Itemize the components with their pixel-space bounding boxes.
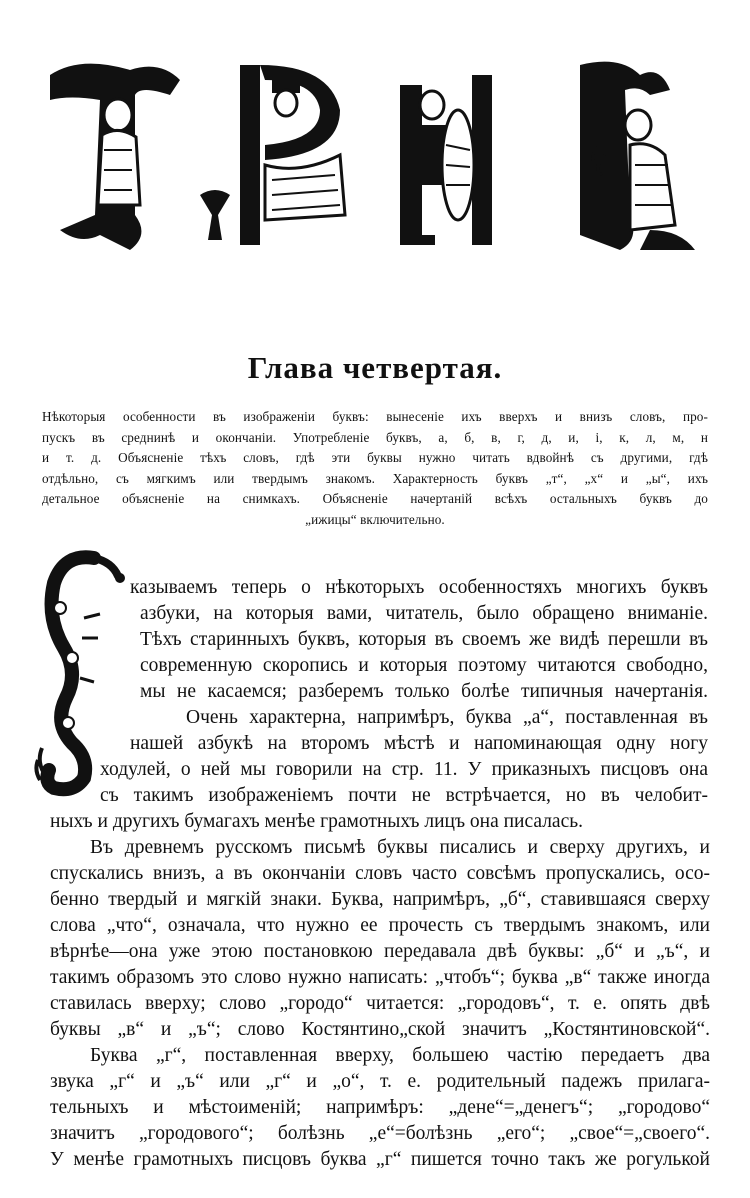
body-line: буквы „в“ и „ъ“; слово Костянтино„ской значитъ „Костянтиновской“. <box>50 1019 710 1040</box>
decorative-initials-banner <box>40 55 720 255</box>
summary-line: пускъ въ среднинѣ и окончанiи. Употребленiе буквъ, а, б, в, г, д, и, i, к, л, м, н <box>42 429 708 445</box>
chapter-summary <box>42 407 708 531</box>
summary-line: „ижицы“ включительно. <box>305 511 445 527</box>
body-line: Буква „г“, поставленная вверху, большею частiю передаетъ два <box>90 1045 710 1066</box>
body-line: бенно твердый и мягкiй знаки. Буква, напримѣръ, „б“, ставившаяся сверху <box>50 889 710 910</box>
body-line: слова „что“, означала, что нужно ее прочесть съ твердымъ знакомъ, или <box>50 915 710 936</box>
body-line: нашей азбукѣ на второмъ мѣстѣ и напоминающая одну ногу <box>130 733 708 754</box>
body-line: звука „г“ и „ъ“ или „г“ и „о“, т. е. родительный падежъ прилага- <box>50 1071 710 1092</box>
body-line: У менѣе грамотныхъ писцовъ буква „г“ пишется точно такъ же рогулькой <box>50 1149 710 1170</box>
body-line: ныхъ и другихъ бумагахъ менѣе грамотныхъ лицъ она писалась. <box>50 811 584 832</box>
body-line: Въ древнемъ русскомъ письмѣ буквы писались и сверху другихъ, и <box>90 837 710 858</box>
body-line: тельныхъ и мѣстоименiй; напримѣръ: „дене“=„денегъ“; „городово“ <box>50 1097 710 1118</box>
body-line: ставилась вверху; слово „городо“ читается: „городовъ“, т. е. опять двѣ <box>50 993 710 1014</box>
body-line: вѣрнѣе—она уже этою постановкою передавала двѣ буквы: „б“ и „ъ“, и <box>50 941 710 962</box>
ornament-letter-3 <box>400 75 492 245</box>
summary-line: Нѣкоторыя особенности въ изображенiи буквъ: вынесенiе ихъ вверхъ и внизъ словъ, про- <box>42 409 708 424</box>
body-line: съ такимъ изображенiемъ почти не встрѣчается, но въ челобит- <box>100 785 708 806</box>
body-line: Очень характерна, напримѣръ, буква „а“, поставленная въ <box>186 707 708 728</box>
body-line: современную скоропись и которыя поэтому читаются свободно, <box>140 655 708 676</box>
ornament-letter-4 <box>580 62 695 250</box>
body-line: Тѣхъ старинныхъ буквъ, которыя въ своемъ же видѣ перешли въ <box>140 629 708 650</box>
body-line: казываемъ теперь о нѣкоторыхъ особенностяхъ многихъ буквъ <box>130 577 708 598</box>
body-line: мы не касаемся; разберемъ только болѣе типичныя начертанiя. <box>140 681 708 702</box>
body-line: такимъ образомъ это слово нужно написать: „чтобъ“; буква „в“ также иногда <box>50 967 710 988</box>
summary-line: детальное объясненiе на снимкахъ. Объясненiе начертанiй всѣхъ остальныхъ буквъ до <box>42 491 708 507</box>
body-line: ходулей, о ней мы говорили на стр. 11. У приказныхъ писцовъ она <box>100 759 708 780</box>
ornament-letter-2 <box>200 65 345 245</box>
chapter-title: Глава четвертая. <box>247 350 503 385</box>
body-line: азбуки, на которыя вами, читатель, было обращено вниманiе. <box>140 603 708 624</box>
body-line: спускались внизъ, а въ окончанiи словъ часто совсѣмъ пропускались, осо- <box>50 863 710 884</box>
ornament-letter-1 <box>50 64 180 250</box>
summary-line: отдѣльно, съ мягкимъ или твердымъ знакомъ. Характерность буквъ „т“, „х“ и „ы“, ихъ <box>42 470 708 486</box>
body-line: значитъ „городового“; болѣзнь „е“=болѣзнь „его“; „свое“=„своего“. <box>50 1123 710 1144</box>
summary-line: и т. д. Объясненiе тѣхъ словъ, гдѣ эти буквы нужно читать вдвойнѣ съ другими, гдѣ <box>42 450 708 466</box>
